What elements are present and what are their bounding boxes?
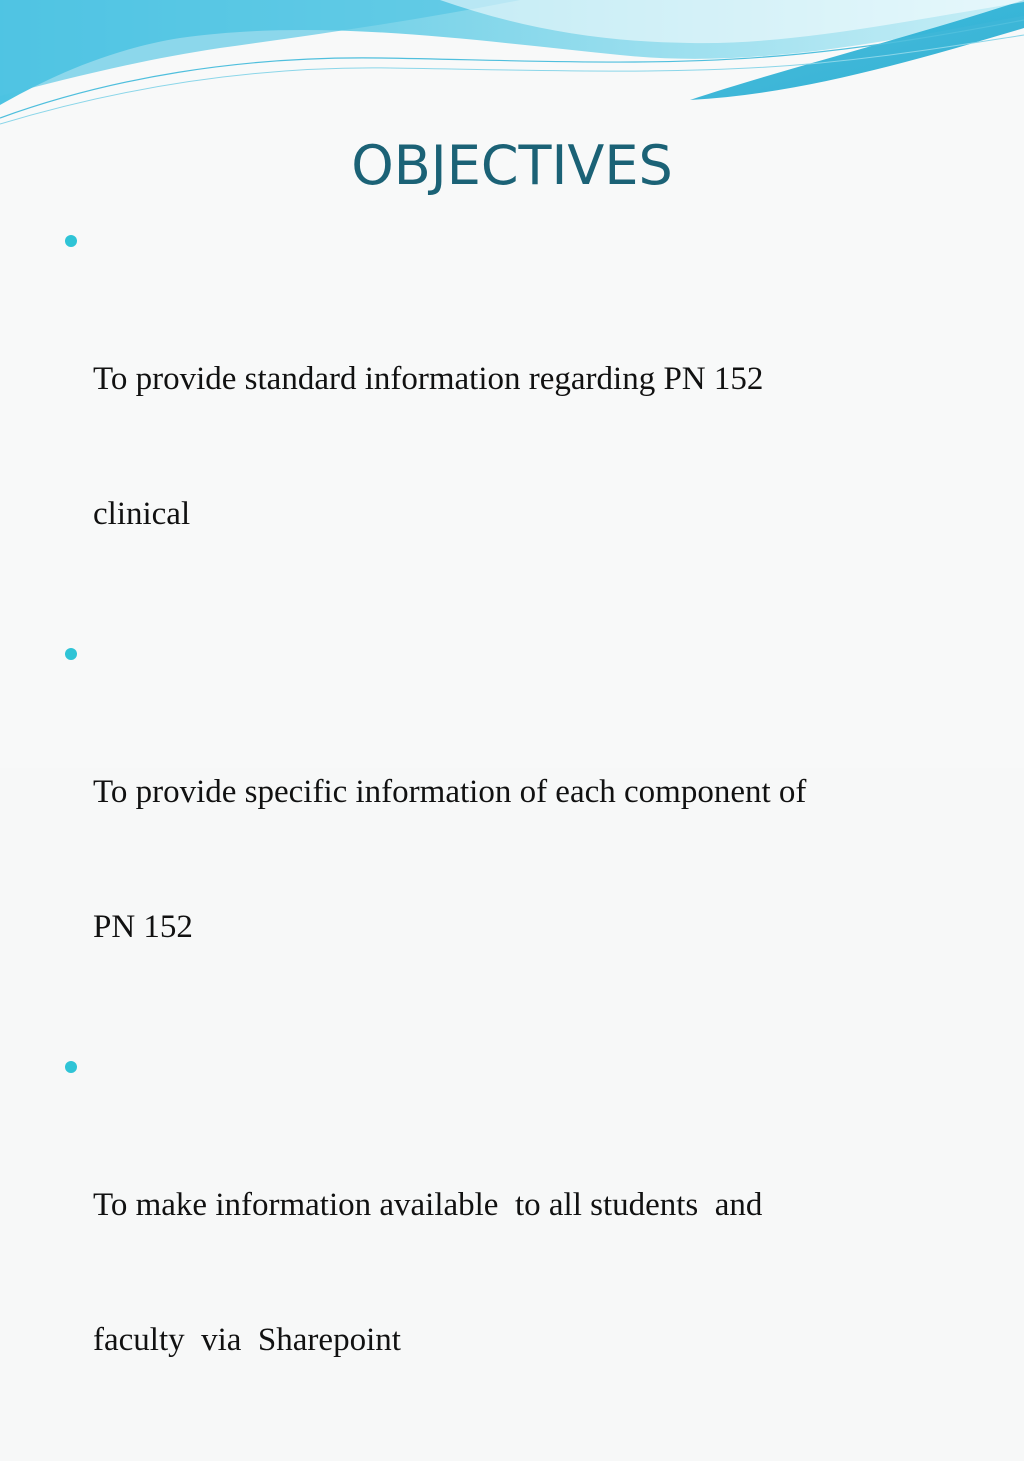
round-bullet-icon	[65, 648, 77, 660]
wave-decoration-icon	[0, 0, 1024, 130]
bullet-text-line: PN 152	[93, 909, 193, 945]
bullet-text-line: faculty via Sharepoint	[93, 1322, 401, 1358]
bullet-item	[62, 222, 962, 627]
bullet-item	[62, 1048, 962, 1453]
bullet-text-line: To provide standard information regarding PN 152	[93, 361, 764, 397]
bullet-list	[62, 222, 962, 1461]
bullet-item	[62, 635, 962, 1040]
bullet-text-line: clinical	[93, 496, 191, 532]
round-bullet-icon	[65, 235, 77, 247]
round-bullet-icon	[65, 1061, 77, 1073]
bullet-text-line: To provide specific information of each component of	[93, 774, 807, 810]
bullet-text-line: To make information available to all students and	[93, 1187, 763, 1223]
slide-title: OBJECTIVES	[351, 134, 673, 197]
